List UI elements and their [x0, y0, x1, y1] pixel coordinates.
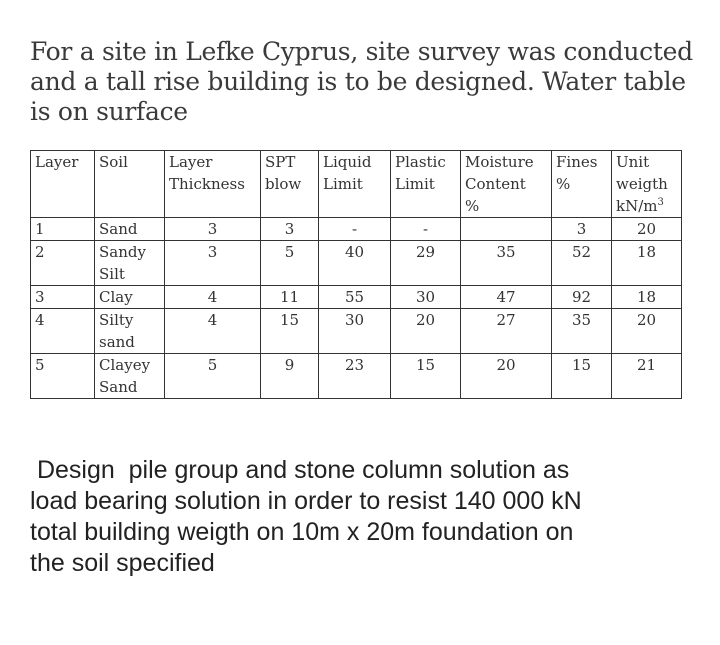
table-row	[31, 354, 682, 399]
cell-layer: 4	[31, 309, 95, 354]
design-line: load bearing solution in order to resist 140 000 kN	[30, 487, 582, 515]
table-row	[31, 286, 682, 309]
cell-layer: 3	[31, 286, 95, 309]
cell-unit-weight: 20	[612, 218, 682, 241]
cell-layer: 1	[31, 218, 95, 241]
cell-layer: 5	[31, 354, 95, 399]
cell-moisture: 27	[461, 309, 552, 354]
header-liquid-limit: Liquid Limit	[319, 151, 391, 218]
design-line: the soil specified	[30, 549, 215, 577]
cell-unit-weight: 21	[612, 354, 682, 399]
cell-thickness: 3	[165, 241, 261, 286]
cell-liquid-limit: 55	[319, 286, 391, 309]
header-fines: Fines %	[552, 151, 612, 218]
design-line: total building weigth on 10m x 20m foundation on	[30, 518, 574, 546]
cell-moisture: 47	[461, 286, 552, 309]
cell-spt: 9	[261, 354, 319, 399]
cell-liquid-limit: 40	[319, 241, 391, 286]
cell-spt: 3	[261, 218, 319, 241]
cell-fines: 15	[552, 354, 612, 399]
header-layer: Layer	[31, 151, 95, 218]
cell-fines: 92	[552, 286, 612, 309]
cell-fines: 3	[552, 218, 612, 241]
cell-plastic-limit: 29	[391, 241, 461, 286]
header-layer-thickness: Layer Thickness	[165, 151, 261, 218]
cell-thickness: 4	[165, 309, 261, 354]
cell-moisture	[461, 218, 552, 241]
cell-plastic-limit: -	[391, 218, 461, 241]
cell-fines: 52	[552, 241, 612, 286]
header-plastic-limit: Plastic Limit	[391, 151, 461, 218]
cell-fines: 35	[552, 309, 612, 354]
design-line: Design pile group and stone column solution as	[30, 456, 570, 484]
cell-plastic-limit: 15	[391, 354, 461, 399]
cell-spt: 5	[261, 241, 319, 286]
table-header-row	[31, 151, 682, 218]
cell-spt: 15	[261, 309, 319, 354]
cell-moisture: 20	[461, 354, 552, 399]
cell-thickness: 5	[165, 354, 261, 399]
cell-thickness: 4	[165, 286, 261, 309]
header-soil: Soil	[95, 151, 165, 218]
cell-moisture: 35	[461, 241, 552, 286]
cell-plastic-limit: 20	[391, 309, 461, 354]
cell-liquid-limit: -	[319, 218, 391, 241]
header-unit-weight: Unit weigth $kN/m^3$	[612, 151, 682, 218]
cell-plastic-limit: 30	[391, 286, 461, 309]
soil-properties-table	[30, 150, 682, 399]
cell-soil: Silty sand	[95, 309, 165, 354]
cell-spt: 11	[261, 286, 319, 309]
table-row	[31, 309, 682, 354]
cell-liquid-limit: 30	[319, 309, 391, 354]
cell-liquid-limit: 23	[319, 354, 391, 399]
header-spt-blow: SPT blow	[261, 151, 319, 218]
cell-soil: Clay	[95, 286, 165, 309]
header-moisture-content: Moisture Content %	[461, 151, 552, 218]
design-task	[30, 455, 700, 579]
cell-soil: Clayey Sand	[95, 354, 165, 399]
table-row	[31, 241, 682, 286]
intro-line: and a tall rise building is to be designed. Water table	[30, 67, 686, 96]
cell-soil: Sand	[95, 218, 165, 241]
cell-thickness: 3	[165, 218, 261, 241]
cell-layer: 2	[31, 241, 95, 286]
problem-intro	[30, 37, 700, 127]
intro-line: For a site in Lefke Cyprus, site survey was conducted	[30, 37, 693, 66]
cell-soil: Sandy Silt	[95, 241, 165, 286]
intro-line: is on surface	[30, 97, 188, 126]
cell-unit-weight: 18	[612, 286, 682, 309]
table-row	[31, 218, 682, 241]
cell-unit-weight: 18	[612, 241, 682, 286]
cell-unit-weight: 20	[612, 309, 682, 354]
